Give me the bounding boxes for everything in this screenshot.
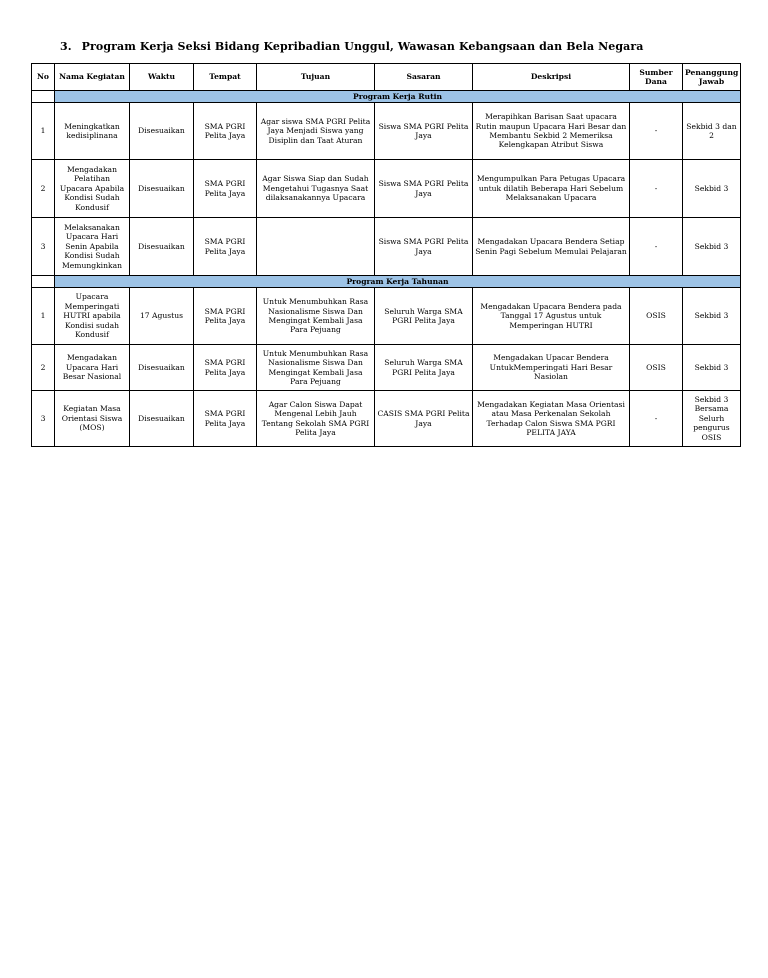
cell-waktu: Disesuaikan [130,160,194,218]
cell-tempat: SMA PGRI Pelita Jaya [194,218,257,276]
program-table [31,63,741,447]
section-row-tahunan [32,276,741,288]
cell-sumber-dana: - [630,160,683,218]
cell-penanggung-jawab: Sekbid 3 dan 2 [683,103,741,160]
cell-sasaran: Siswa SMA PGRI Pelita Jaya [375,103,473,160]
col-header-sasaran: Sasaran [375,64,473,91]
cell-nama-kegiatan: Mengadakan Upacara Hari Besar Nasional [55,345,130,391]
cell-tempat: SMA PGRI Pelita Jaya [194,160,257,218]
col-header-tempat: Tempat [194,64,257,91]
col-header-nama: Nama Kegiatan [55,64,130,91]
table-row [32,103,741,160]
cell-sumber-dana: - [630,218,683,276]
col-header-tujuan: Tujuan [257,64,375,91]
heading-title: Program Kerja Seksi Bidang Kepribadian Unggul, Wawasan Kebangsaan dan Bela Negara [81,40,644,53]
cell-tujuan: Untuk Menumbuhkan Rasa Nasionalisme Siswa Dan Mengingat Kembali Jasa Para Pejuang [257,345,375,391]
cell-penanggung-jawab: Sekbid 3 [683,345,741,391]
table-header-row [32,64,741,91]
cell-nama-kegiatan: Meningkatkan kedisiplinana [55,103,130,160]
cell-nama-kegiatan: Kegiatan Masa Orientasi Siswa (MOS) [55,391,130,447]
cell-no: 2 [32,160,55,218]
cell-waktu: Disesuaikan [130,391,194,447]
cell-no: 3 [32,391,55,447]
cell-sasaran: Seluruh Warga SMA PGRI Pelita Jaya [375,345,473,391]
cell-tujuan: Agar Calon Siswa Dapat Mengenal Lebih Jauh Tentang Sekolah SMA PGRI Pelita Jaya [257,391,375,447]
cell-deskripsi: Mengumpulkan Para Petugas Upacara untuk dilatih Beberapa Hari Sebelum Melaksanakan Upacara [473,160,630,218]
cell-no: 2 [32,345,55,391]
section-heading [60,40,644,53]
cell-sumber-dana: OSIS [630,288,683,345]
cell-tujuan: Untuk Menumbuhkan Rasa Nasionalisme Siswa Dan Mengingat Kembali Jasa Para Pejuang [257,288,375,345]
cell-nama-kegiatan: Melaksanakan Upacara Hari Senin Apabila Kondisi Sudah Memungkinkan [55,218,130,276]
col-header-deskripsi: Deskripsi [473,64,630,91]
cell-sasaran: Siswa SMA PGRI Pelita Jaya [375,218,473,276]
cell-waktu: Disesuaikan [130,345,194,391]
table-row [32,218,741,276]
cell-waktu: Disesuaikan [130,103,194,160]
section-title-tahunan: Program Kerja Tahunan [55,276,741,288]
table-row [32,288,741,345]
cell-penanggung-jawab: Sekbid 3 [683,288,741,345]
table-row [32,160,741,218]
cell-waktu: 17 Agustus [130,288,194,345]
cell-sasaran: Siswa SMA PGRI Pelita Jaya [375,160,473,218]
cell-tempat: SMA PGRI Pelita Jaya [194,103,257,160]
col-header-waktu: Waktu [130,64,194,91]
cell-deskripsi: Merapihkan Barisan Saat upacara Rutin maupun Upacara Hari Besar dan Membantu Sekbid 2 Memeriksa Kelengkapan Atribut Siswa [473,103,630,160]
cell-no: 1 [32,288,55,345]
cell-tempat: SMA PGRI Pelita Jaya [194,391,257,447]
cell-no: 3 [32,218,55,276]
cell-nama-kegiatan: Upacara Memperingati HUTRI apabila Kondisi sudah Kondusif [55,288,130,345]
cell-sasaran: Seluruh Warga SMA PGRI Pelita Jaya [375,288,473,345]
section-title-rutin: Program Kerja Rutin [55,91,741,103]
cell-sumber-dana: - [630,391,683,447]
cell-tujuan: Agar Siswa Siap dan Sudah Mengetahui Tugasnya Saat dilaksanakannya Upacara [257,160,375,218]
cell-sasaran: CASIS SMA PGRI Pelita Jaya [375,391,473,447]
col-header-penanggung-jawab: Penanggung Jawab [683,64,741,91]
heading-number: 3. [60,40,72,53]
cell-penanggung-jawab: Sekbid 3 [683,160,741,218]
col-header-sumber-dana: Sumber Dana [630,64,683,91]
cell-nama-kegiatan: Mengadakan Pelatihan Upacara Apabila Kondisi Sudah Kondusif [55,160,130,218]
cell-waktu: Disesuaikan [130,218,194,276]
table-row [32,391,741,447]
cell-deskripsi: Mengadakan Kegiatan Masa Orientasi atau Masa Perkenalan Sekolah Terhadap Calon Siswa SMA PGRI PELITA JAYA [473,391,630,447]
cell-tempat: SMA PGRI Pelita Jaya [194,288,257,345]
cell-tujuan: Agar siswa SMA PGRI Pelita Jaya Menjadi Siswa yang Disiplin dan Taat Aturan [257,103,375,160]
cell-deskripsi: Mengadakan Upacar Bendera UntukMemperingati Hari Besar Nasiolan [473,345,630,391]
cell-tujuan [257,218,375,276]
col-header-no: No [32,64,55,91]
table-row [32,345,741,391]
section-row-rutin [32,91,741,103]
cell-deskripsi: Mengadakan Upacara Bendera pada Tanggal 17 Agustus untuk Memperingan HUTRI [473,288,630,345]
cell-penanggung-jawab: Sekbid 3 [683,218,741,276]
cell-sumber-dana: - [630,103,683,160]
cell-tempat: SMA PGRI Pelita Jaya [194,345,257,391]
cell-sumber-dana: OSIS [630,345,683,391]
cell-penanggung-jawab: Sekbid 3 Bersama Selurh pengurus OSIS [683,391,741,447]
cell-no: 1 [32,103,55,160]
cell-deskripsi: Mengadakan Upacara Bendera Setiap Senin Pagi Sebelum Memulai Pelajaran [473,218,630,276]
